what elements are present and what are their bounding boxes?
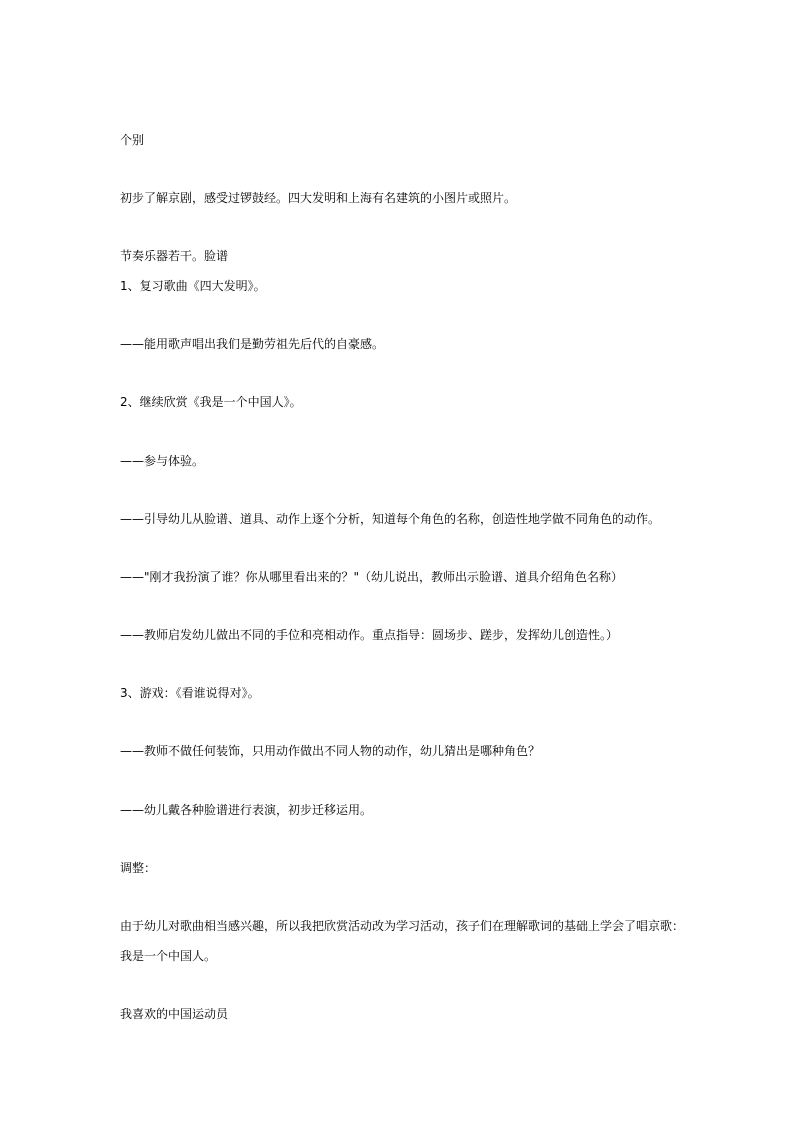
- text-line-step-2: 2、继续欣赏《我是一个中国人》。: [120, 395, 302, 409]
- text-line-adjustment-body: 由于幼儿对歌曲相当感兴趣，所以我把欣赏活动改为学习活动，孩子们在理解歌词的基础上学会了唱京歌：: [120, 919, 685, 933]
- text-line-step-2-detail-1: ——参与体验。: [120, 454, 205, 468]
- text-line-materials: 节奏乐器若干。脸谱: [120, 249, 229, 263]
- text-line-next-title: 我喜欢的中国运动员: [120, 1007, 229, 1021]
- text-line-step-2-detail-2: ——引导幼儿从脸谱、道具、动作上逐个分析，知道每个角色的名称，创造性地学做不同角色的动作。: [120, 512, 661, 526]
- text-line-step-1-detail: ——能用歌声唱出我们是勤劳祖先后代的自豪感。: [120, 337, 385, 351]
- text-line-step-2-detail-4: ——教师启发幼儿做出不同的手位和亮相动作。重点指导：圆场步、蹉步，发挥幼儿创造性。）: [120, 628, 619, 642]
- text-line-adjustment-heading: 调整：: [120, 861, 157, 875]
- text-line-individual: 个别: [120, 133, 145, 147]
- text-line-step-3-detail-1: ——教师不做任何装饰，只用动作做出不同人物的动作，幼儿猜出是哪种角色？: [120, 744, 541, 758]
- text-line-adjustment-body-cont: 我是一个中国人。: [120, 949, 217, 963]
- text-line-step-3: 3、游戏：《看谁说得对》。: [120, 686, 260, 700]
- text-line-preparation: 初步了解京剧，感受过锣鼓经。四大发明和上海有名建筑的小图片或照片。: [120, 191, 517, 205]
- text-line-step-3-detail-2: ——幼儿戴各种脸谱进行表演，初步迁移运用。: [120, 803, 373, 817]
- text-line-step-1: 1、复习歌曲《四大发明》。: [120, 279, 266, 293]
- text-line-step-2-detail-3: ——"刚才我扮演了谁？你从哪里看出来的？"（幼儿说出，教师出示脸谱、道具介绍角色名称）: [120, 570, 624, 584]
